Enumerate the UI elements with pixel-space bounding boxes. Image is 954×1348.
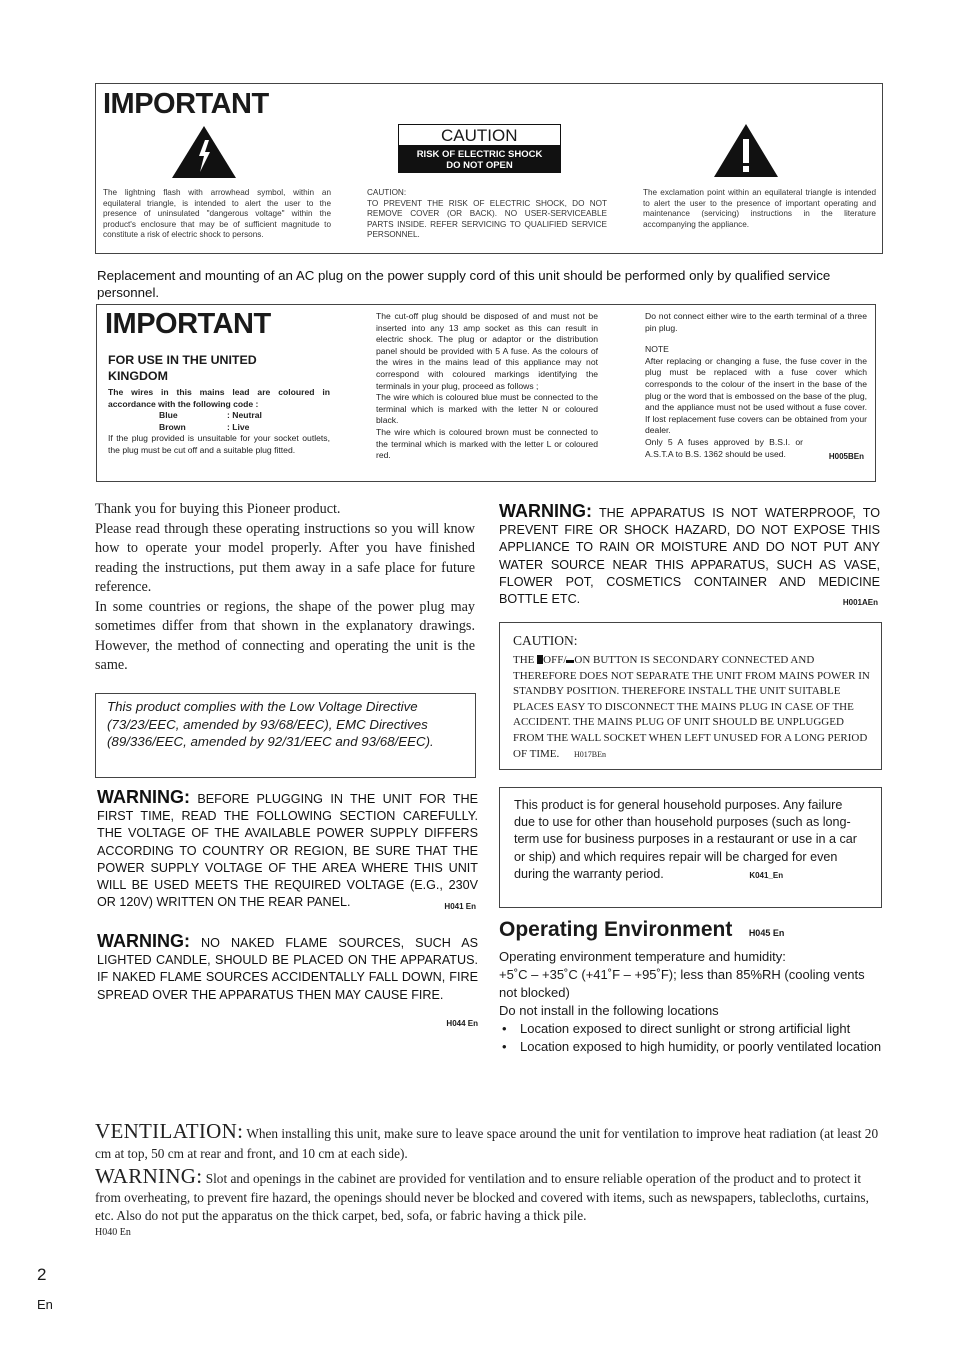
household-box [499, 787, 882, 908]
lvd-compliance-text: This product complies with the Low Voltage Directive (73/23/EEC, amended by 93/68/EEC), EMC Directives (89/336/EEC, amended by 92/31/EEC and 93/68/EEC). [107, 699, 434, 749]
household-text [514, 797, 864, 884]
uk-fuse-approval: Only 5 A fuses approved by B.S.I. or A.S.T.A to B.S. 1362 should be used. [645, 436, 803, 459]
ventilation-code: H040 En [95, 1226, 131, 1238]
plug-notice: Replacement and mounting of an AC plug on the power supply cord of this unit should be performed only by qualified service personnel. [97, 268, 831, 300]
intro-read: Please read through these operating instructions so you will know how to operate your model properly. After you have finished reading the instructions, put them away in a safe place for future reference. [95, 520, 475, 595]
standby-button-label: OFF/ [543, 654, 567, 666]
operating-env-heading [499, 918, 879, 942]
uk-note-label: NOTE [645, 344, 669, 355]
page-language: En [37, 1297, 53, 1312]
risk-line-1: RISK OF ELECTRIC SHOCK [416, 149, 543, 160]
operating-env-bullet-2: • Location exposed to high humidity, or poorly ventilated location [499, 1038, 882, 1056]
caution-standby-code: H017BEn [574, 749, 606, 759]
warning-voltage-code: H041 En [444, 902, 476, 911]
household-code: K041_En [749, 870, 784, 880]
ventilation-warning-label: WARNING: [95, 1164, 203, 1188]
caution-standby-text [513, 653, 873, 762]
operating-env-line-2: +5˚C – +35˚C (+41˚F – +95˚F); less than 85%RH (cooling vents not blocked) [499, 967, 865, 1000]
warning-voltage-label: WARNING: [97, 787, 190, 807]
uk-fuse-cover: After replacing or changing a fuse, the fuse cover in the plug must be replaced with a fuse cover which corresponds to the colour of the insert in the base of the plug or the word that is embossed on the base of the plug, and the appliance must not be used without a fuse cover. If lost replacement fuse covers can be obtained from your dealer. [645, 355, 867, 436]
intro-text [95, 500, 475, 676]
uk-cutoff-plug: The cut-off plug should be disposed of and must not be inserted into any 13 amp socket as this can result in electric shock. The plug or adaptor or the distribution panel should be provided with 5 A fuse. As the colours of the wires in the mains lead of this appliance may not correspond with coloured markings identifying the terminals in your plug, proceed as follows ; [376, 311, 598, 391]
wire-blue: Blue [159, 410, 178, 420]
operating-env-line-3: Do not install in the following locations [499, 1003, 719, 1018]
uk-unsuitable-plug: If the plug provided is unsuitable for your socket outlets, the plug must be cut off and a suitable plug fitted. [108, 433, 330, 455]
uk-column-2 [376, 311, 598, 462]
caution-label: CAUTION [398, 124, 561, 146]
caution-label-box [398, 124, 561, 176]
ventilation-label: VENTILATION: [95, 1119, 244, 1143]
household-body: This product is for general household purposes. Any failure due to use for other than household purposes (such as long-term use for business purposes in a restaurant or use in a car or ship) and which requires repair will be charged for even during the warranty period. [514, 798, 858, 881]
warning-water-code: H001AEn [842, 598, 878, 607]
warning-voltage [97, 789, 478, 911]
page-number: 2 [37, 1265, 47, 1284]
wire-brown-value: : Live [227, 421, 250, 432]
ventilation-section [95, 1121, 885, 1240]
caution-description-title: CAUTION: [367, 188, 407, 197]
uk-subtitle: FOR USE IN THE UNITED KINGDOM [108, 353, 257, 383]
lvd-compliance-box [95, 693, 476, 778]
ventilation-warning-paragraph [95, 1164, 885, 1226]
caution-standby-title: CAUTION: [513, 633, 578, 648]
wire-brown: Brown [159, 421, 186, 432]
warning-flame [97, 933, 478, 1004]
operating-env-line-1: Operating environment temperature and humidity: [499, 949, 786, 964]
warning-water [499, 503, 880, 608]
important-symbols-box [95, 83, 883, 254]
uk-wires-intro: The wires in this mains lead are coloured in accordance with the following code : [108, 387, 330, 409]
operating-env-code: H045 En [748, 928, 785, 938]
uk-earth-terminal: Do not connect either wire to the earth terminal of a three pin plug. [645, 311, 867, 333]
lightning-warning-icon [172, 126, 236, 178]
warning-voltage-text: BEFORE PLUGGING IN THE UNIT FOR THE FIRST TIME, READ THE FOLLOWING SECTION CAREFULLY. THE VOLTAGE OF THE AVAILABLE POWER SUPPLY DIFFERS ACCORDING TO COUNTRY OR REGION, BE SURE THAT THE POWER SUPPLY VOLTAGE OF THE AREA WHERE THIS UNIT WILL BE USED MEETS THE REQUIRED VOLTAGE (E.G., 230V OR 120V) WRITTEN ON THE REAR PANEL. [97, 792, 478, 910]
uk-brown-wire: The wire which is coloured brown must be connected to the terminal which is marked with the letter L or coloured red. [376, 426, 598, 461]
important-title: IMPORTANT [103, 88, 269, 120]
uk-column-3 [645, 311, 867, 460]
uk-blue-wire: The wire which is coloured blue must be connected to the terminal which is marked with the letter N or coloured black. [376, 392, 598, 426]
uk-important-title: IMPORTANT [105, 308, 271, 340]
exclamation-description: The exclamation point within an equilateral triangle is intended to alert the user to the presence of important operating and maintenance (servicing) instructions in the literature accompanying the appliance. [643, 188, 876, 229]
warning-water-label: WARNING: [499, 501, 592, 521]
exclamation-warning-icon [714, 124, 778, 177]
warning-flame-label: WARNING: [97, 931, 190, 951]
risk-label [398, 146, 561, 173]
caution-standby-body: ON BUTTON IS SECONDARY CONNECTED AND THEREFORE DOES NOT SEPARATE THE UNIT FROM MAINS POWER IN STANDBY POSITION. THEREFORE INSTALL THE UNIT SUITABLE PLACES EASY TO DISCONNECT THE MAINS PLUG IN CASE OF THE ACCIDENT. THE MAINS PLUG OF UNIT SHOULD BE UNPLUGGED FROM THE WALL SOCKET WHEN LEFT UNUSED FOR A LONG PERIOD OF TIME. [513, 654, 870, 760]
operating-env-title: Operating Environment [499, 918, 733, 941]
caution-standby-pre: THE [513, 654, 538, 666]
wire-blue-value: : Neutral [227, 410, 262, 420]
ventilation-warning-text: Slot and openings in the cabinet are provided for ventilation and to ensure reliable operation of the product and to protect it from overheating, to prevent fire hazard, the openings should never be blocked and covered with items, such as newspapers, tablecloths, curtains, etc. Also do not put the apparatus on the thick carpet, bed, sofa, or fabric having a thick pile. [95, 1171, 869, 1223]
ventilation-paragraph [95, 1121, 885, 1164]
risk-line-2: DO NOT OPEN [446, 160, 513, 171]
warning-flame-code: H044 En [446, 1019, 478, 1028]
warning-flame-text: NO NAKED FLAME SOURCES, SUCH AS LIGHTED CANDLE, SHOULD BE PLACED ON THE APPARATUS. IF NAKED FLAME SOURCES ACCIDENTALLY FALL DOWN, FIRE SPREAD OVER THE APPARATUS THEN MAY CAUSE FIRE. [97, 936, 478, 1002]
operating-env-bullet-1: • Location exposed to direct sunlight or strong artificial light [499, 1020, 882, 1038]
ventilation-text: When installing this unit, make sure to leave space around the unit for ventilation to improve heat radiation (at least 20 cm at top, 50 cm at rear and front, and 10 cm at each side). [95, 1126, 879, 1161]
lightning-description: The lightning flash with arrowhead symbol, within an equilateral triangle, is intended to alert the user to the presence of uninsulated "dangerous voltage" within the product's enclosure that may be of sufficient magnitude to constitute a risk of electric shock to persons. [103, 188, 331, 240]
intro-plug-shape: In some countries or regions, the shape of the power plug may sometimes differ from that shown in the explanatory drawings. However, the method of connecting and operating the unit is the same. [95, 598, 475, 673]
caution-description-text: TO PREVENT THE RISK OF ELECTRIC SHOCK, DO NOT REMOVE COVER (OR BACK). NO USER-SERVICEABLE PARTS INSIDE. REFER SERVICING TO QUALIFIED SERVICE PERSONNEL. [367, 198, 607, 240]
warning-water-text: THE APPARATUS IS NOT WATERPROOF, TO PREVENT FIRE OR SHOCK HAZARD, DO NOT EXPOSE THIS APPLIANCE TO RAIN OR MOISTURE AND DO NOT PUT ANY WATER SOURCE NEAR THIS APPARATUS, SUCH AS VASE, FLOWER POT, COSMETICS CONTAINER AND MEDICINE BOTTLE ETC. [499, 506, 880, 607]
uk-important-box [96, 304, 876, 482]
caution-description [367, 188, 607, 241]
caution-standby-box [499, 622, 882, 770]
operating-env-body [499, 948, 882, 1056]
uk-wire-colours [159, 410, 319, 433]
intro-thanks: Thank you for buying this Pioneer product. [95, 501, 341, 517]
uk-code: H005BEn [828, 452, 864, 461]
